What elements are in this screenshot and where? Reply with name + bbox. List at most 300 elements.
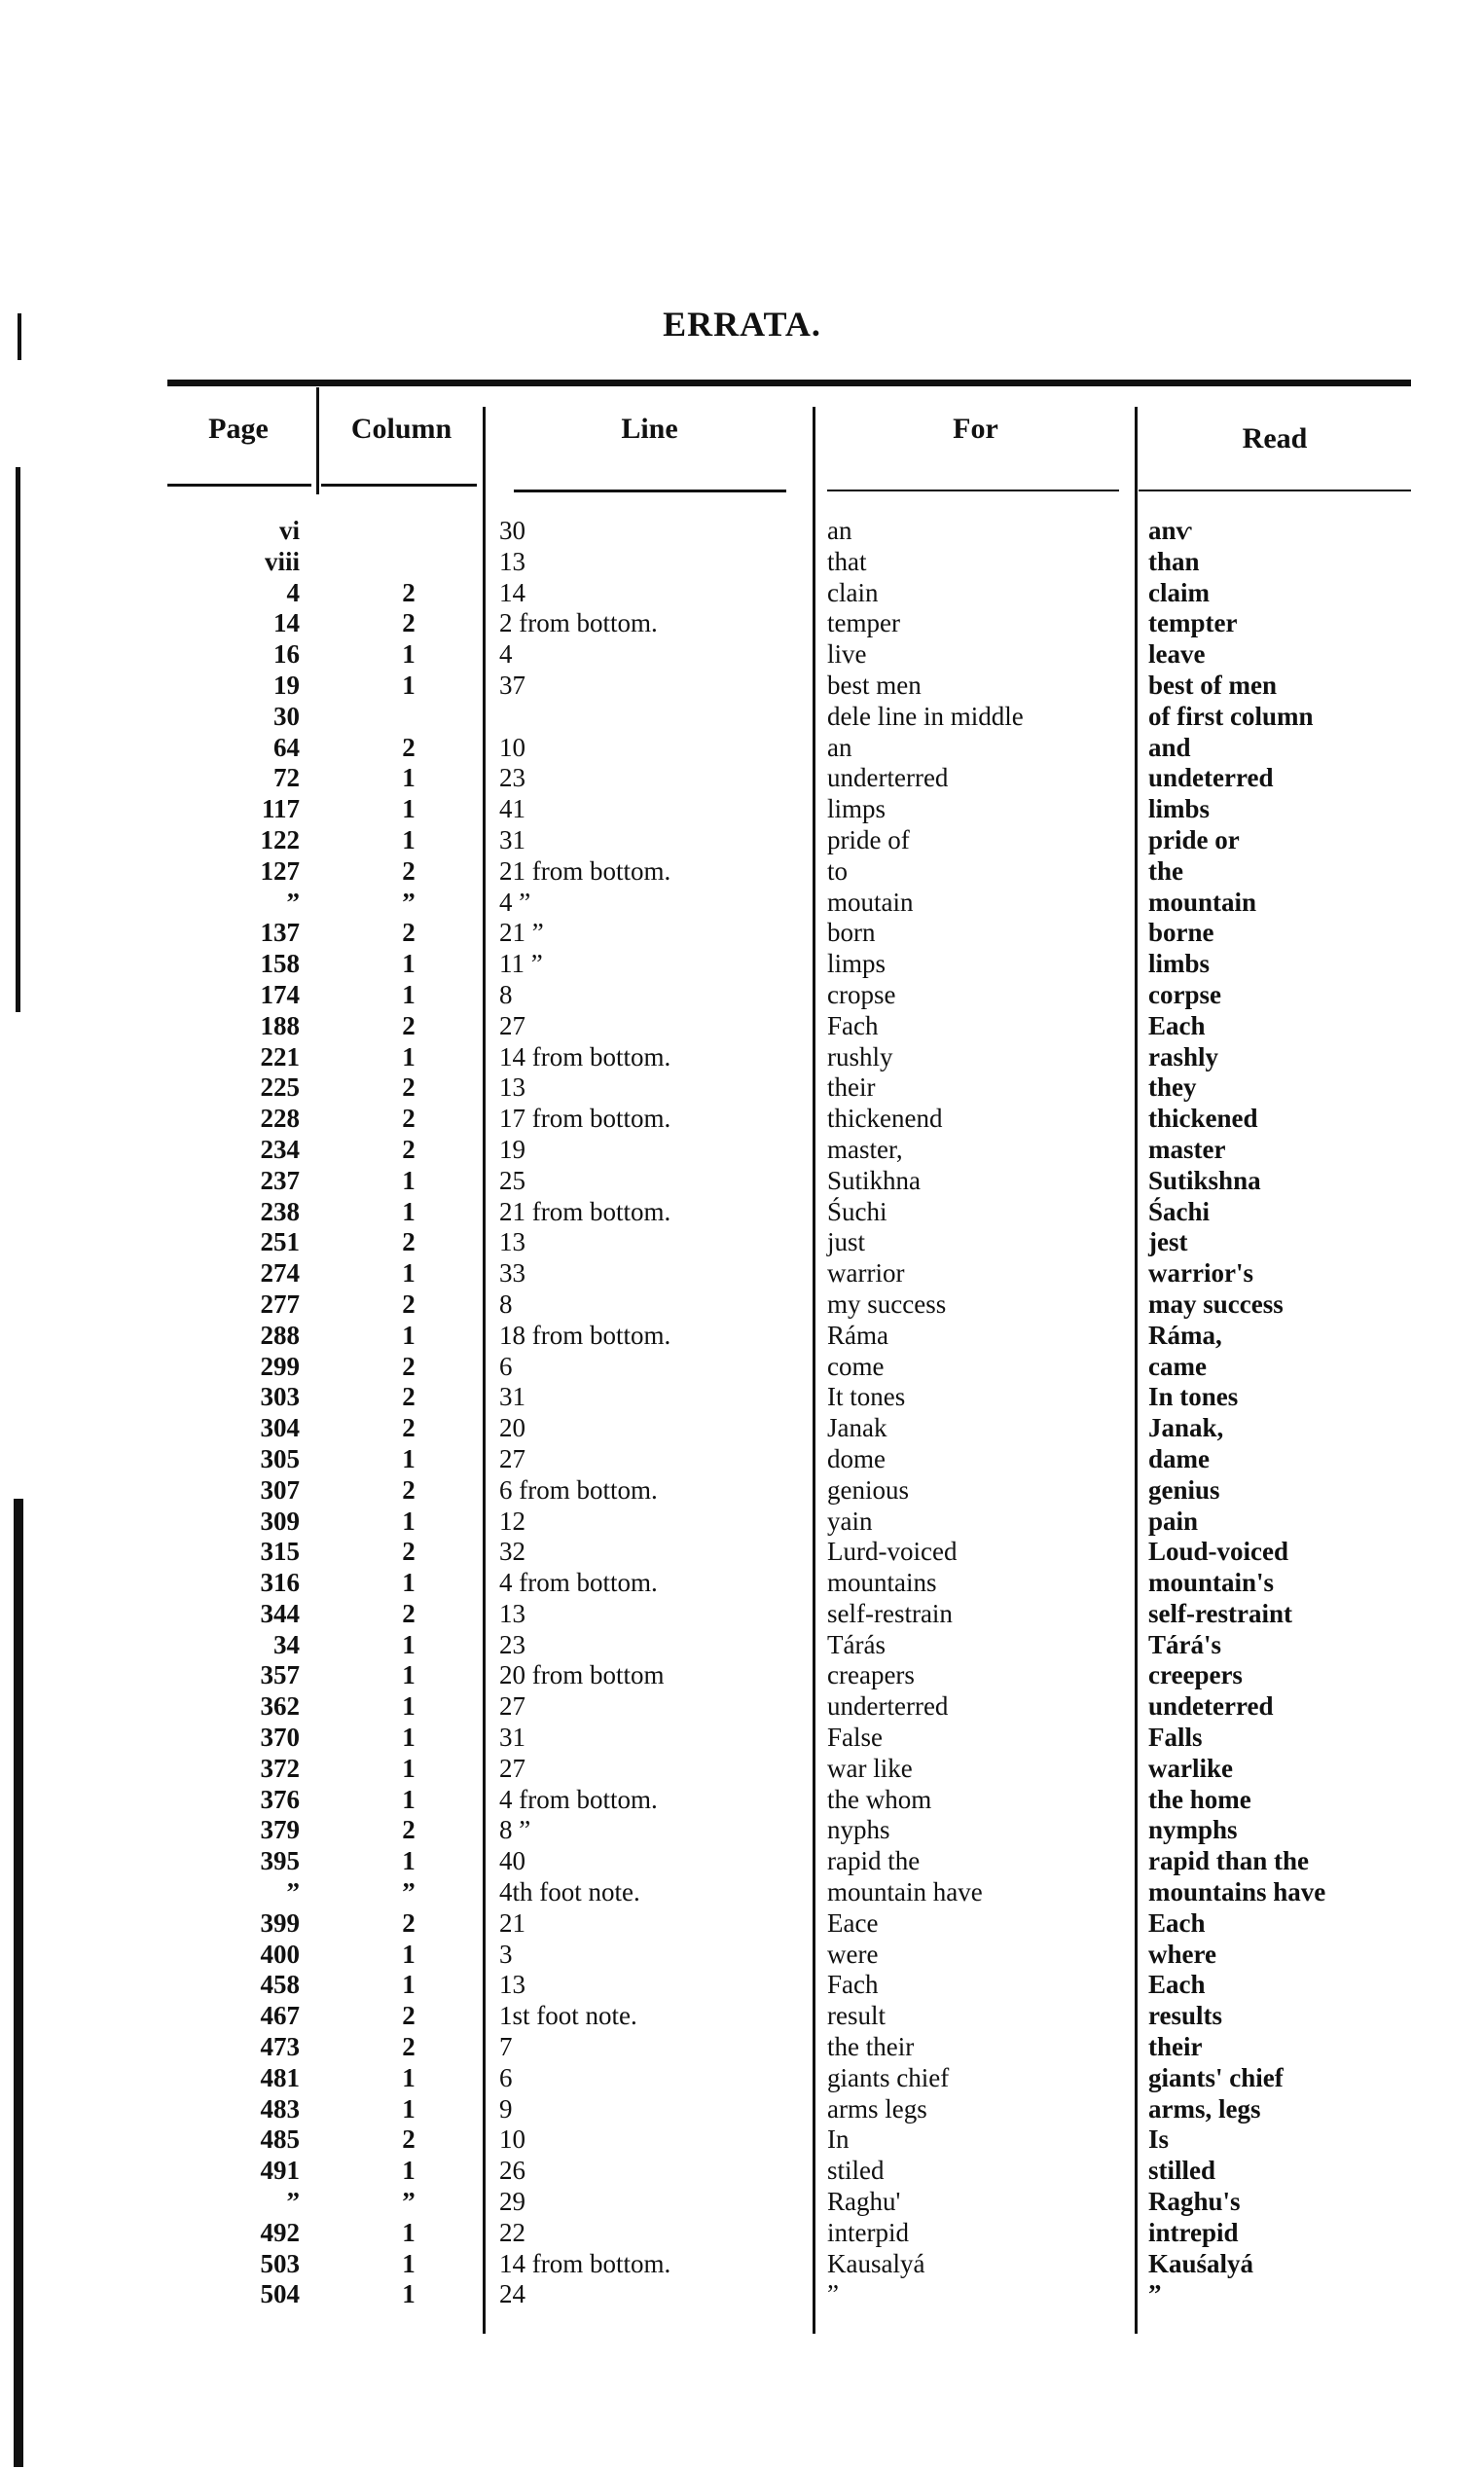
row-column: 1 [402,1784,416,1814]
errata-row [0,1568,1484,1599]
row-page: 127 [260,855,300,886]
row-page: 316 [260,1568,300,1598]
row-page: ” [286,1877,300,1907]
row-page: 315 [260,1537,300,1567]
row-read: thickened [1148,1104,1258,1134]
row-line: 31 [499,1723,525,1753]
row-page: 288 [260,1320,300,1350]
page-title: ERRATA. [663,305,821,344]
header-line: Line [621,413,678,445]
row-for: an [827,732,852,762]
row-for: temper [827,608,900,638]
row-read: their [1148,2032,1203,2062]
row-column: 2 [402,1134,416,1164]
row-read: limbs [1148,794,1211,824]
row-for: yain [827,1506,873,1536]
errata-row [0,1197,1484,1228]
row-column: ” [402,887,416,917]
errata-row [0,794,1484,825]
row-column: 1 [402,2093,416,2124]
errata-row [0,2249,1484,2280]
row-column: 1 [402,1258,416,1289]
row-page: 19 [273,670,300,700]
row-read: Each [1148,1010,1206,1040]
row-page: 309 [260,1506,300,1536]
row-page: vi [278,516,300,545]
row-page: 274 [260,1258,300,1289]
row-page: 467 [260,2001,300,2031]
row-line: 14 from bottom. [499,1041,671,1071]
row-for: Janak [827,1413,887,1443]
row-read: stilled [1148,2156,1216,2186]
row-line: 2 from bottom. [499,608,658,638]
row-for: to [827,855,849,886]
row-for: the whom [827,1784,932,1814]
row-page: 362 [260,1691,300,1722]
row-for: Kausalyá [827,2248,925,2278]
row-read: self-restraint [1148,1598,1292,1628]
row-column: 1 [402,1753,416,1783]
row-line: 4 from bottom. [499,1568,658,1598]
errata-row [0,2218,1484,2249]
row-page: ” [286,887,300,917]
row-column: 1 [402,670,416,700]
row-page: 305 [260,1443,300,1473]
row-page: 473 [260,2032,300,2062]
row-column: 1 [402,2279,416,2309]
row-read: mountain [1148,887,1257,917]
row-line: 27 [499,1691,525,1722]
errata-row [0,1723,1484,1754]
errata-row [0,639,1484,671]
row-line: 29 [499,2187,525,2217]
row-line: 31 [499,824,525,854]
row-for: arms legs [827,2093,927,2124]
row-column: 1 [402,1568,416,1598]
row-column: 1 [402,763,416,793]
row-for: Fach [827,1010,879,1040]
errata-row [0,2187,1484,2218]
row-for: dome [827,1443,886,1473]
row-column: 2 [402,1815,416,1845]
row-for: nyphs [827,1815,890,1845]
row-line: 10 [499,732,525,762]
row-column: 1 [402,1165,416,1195]
header-column: Column [350,413,452,445]
row-page: 158 [260,949,300,979]
row-for: Tárás [827,1629,886,1659]
row-page: 228 [260,1104,300,1134]
row-read: undeterred [1148,1691,1274,1722]
row-read: intrepid [1148,2217,1239,2247]
row-column: 2 [402,1010,416,1040]
row-page: 395 [260,1846,300,1876]
row-column: 2 [402,1072,416,1103]
errata-row [0,1660,1484,1691]
row-line: 21 from bottom. [499,1196,671,1226]
row-for: master, [827,1134,903,1164]
row-for: Eace [827,1907,879,1938]
row-page: 117 [261,794,300,824]
row-page: 225 [260,1072,300,1103]
row-line: 13 [499,1072,525,1103]
row-column: 2 [402,1598,416,1628]
row-page: 14 [273,608,300,638]
row-page: 307 [260,1474,300,1505]
row-column: 2 [402,1474,416,1505]
row-page: 399 [260,1907,300,1938]
errata-row [0,1352,1484,1383]
row-for: live [827,639,867,670]
row-page: ” [286,2187,300,2217]
row-column: 2 [402,732,416,762]
row-page: 379 [260,1815,300,1845]
row-line: 8 ” [499,1815,531,1845]
row-line: 30 [499,516,525,545]
row-read: the [1148,855,1183,886]
row-page: 376 [260,1784,300,1814]
row-for: limps [827,794,887,824]
row-column: 1 [402,824,416,854]
row-for: dele line in middle [827,701,1024,731]
row-read: In tones [1148,1382,1239,1412]
row-line: 23 [499,763,525,793]
row-column: 1 [402,949,416,979]
row-column: 2 [402,1537,416,1567]
errata-row [0,1754,1484,1785]
errata-row [0,1475,1484,1507]
errata-row [0,918,1484,949]
row-line: 20 from bottom [499,1660,665,1690]
header-rule [167,484,311,487]
row-line: 17 from bottom. [499,1104,671,1134]
header-page: Page [208,413,269,445]
row-column: ” [402,2187,416,2217]
errata-row [0,1785,1484,1816]
errata-row [0,1940,1484,1971]
row-line: 26 [499,2156,525,2186]
row-for: come [827,1351,885,1381]
row-for: my success [827,1289,947,1319]
row-read: Ráma, [1148,1320,1222,1350]
row-column: 1 [402,639,416,670]
header-for: For [953,413,998,445]
errata-table [0,516,1484,2310]
row-line: 21 from bottom. [499,855,671,886]
row-for: interpid [827,2217,909,2247]
row-column: 1 [402,1196,416,1226]
errata-row [0,980,1484,1011]
row-page: 483 [260,2093,300,2124]
row-page: 491 [260,2156,300,2186]
errata-row [0,1507,1484,1538]
row-for: warrior [827,1258,905,1289]
errata-row [0,1104,1484,1135]
row-read: Is [1148,2124,1170,2155]
row-column: 1 [402,1723,416,1753]
row-line: 21 ” [499,918,544,948]
row-for: born [827,918,876,948]
row-read: nymphs [1148,1815,1238,1845]
row-column: 1 [402,1970,416,2000]
row-for: It tones [827,1382,906,1412]
header-rule [827,490,1119,491]
row-for: Ráma [827,1320,888,1350]
row-line: 7 [499,2032,513,2062]
row-page: 458 [260,1970,300,2000]
row-for: clain [827,577,879,607]
row-line: 33 [499,1258,525,1289]
row-column: 2 [402,1907,416,1938]
row-read: than [1148,546,1200,576]
row-read: rashly [1148,1041,1219,1071]
row-read: mountain's [1148,1568,1275,1598]
row-page: 16 [273,639,300,670]
row-line: 13 [499,1227,525,1257]
row-for: stiled [827,2156,885,2186]
row-page: 72 [273,763,300,793]
row-for: False [827,1723,883,1753]
row-read: borne [1148,918,1214,948]
row-read: best of men [1148,670,1277,700]
row-for: rushly [827,1041,893,1071]
row-read: Each [1148,1907,1206,1938]
row-read: tempter [1148,608,1238,638]
row-page: 234 [260,1134,300,1164]
errata-row [0,1413,1484,1444]
row-read: Tárá's [1148,1629,1222,1659]
row-line: 14 from bottom. [499,2248,671,2278]
errata-row [0,2124,1484,2156]
row-column: 1 [402,1506,416,1536]
row-page: 277 [260,1289,300,1319]
row-column: 1 [402,1660,416,1690]
row-line: 13 [499,1598,525,1628]
row-read: may success [1148,1289,1284,1319]
errata-row [0,1227,1484,1258]
row-page: 4 [286,577,300,607]
row-page: 481 [260,2062,300,2092]
row-for: their [827,1072,876,1103]
row-line: 4 ” [499,887,531,917]
row-column: 1 [402,2248,416,2278]
errata-row [0,733,1484,764]
row-read: Kauśalyá [1148,2248,1254,2278]
row-read: creepers [1148,1660,1243,1690]
row-line: 8 [499,1289,513,1319]
row-for: Raghu' [827,2187,901,2217]
row-column: 2 [402,2124,416,2155]
row-for: best men [827,670,922,700]
row-line: 4 from bottom. [499,1784,658,1814]
row-page: 238 [260,1196,300,1226]
row-for: war like [827,1753,913,1783]
errata-row [0,1011,1484,1042]
row-column: 2 [402,2001,416,2031]
row-read: arms, legs [1148,2093,1261,2124]
row-column: 1 [402,1443,416,1473]
row-read: and [1148,732,1191,762]
row-page: 299 [260,1351,300,1381]
row-line: 1st foot note. [499,2001,637,2031]
row-page: 400 [260,1939,300,1969]
row-line: 20 [499,1413,525,1443]
row-for: limps [827,949,887,979]
row-column: 2 [402,855,416,886]
row-read: anѵ [1148,516,1192,545]
row-line: 4 [499,639,513,670]
row-line: 25 [499,1165,525,1195]
row-read: giants' chief [1148,2062,1284,2092]
row-for: Śuchi [827,1196,887,1226]
errata-row [0,2279,1484,2310]
row-read: Each [1148,1970,1206,2000]
row-read: of first column [1148,701,1314,731]
row-column: 2 [402,1351,416,1381]
row-for: moutain [827,887,914,917]
header-rule [1139,490,1411,491]
row-read: Sutikshna [1148,1165,1261,1195]
row-column: 1 [402,1629,416,1659]
errata-row [0,1382,1484,1413]
row-line: 12 [499,1506,525,1536]
row-for: cropse [827,979,896,1009]
row-read: Falls [1148,1723,1203,1753]
row-line: 3 [499,1939,513,1969]
row-for: just [827,1227,866,1257]
row-page: 137 [260,918,300,948]
row-for: Sutikhna [827,1165,922,1195]
errata-row [0,763,1484,794]
row-line: 41 [499,794,525,824]
row-for: genious [827,1474,909,1505]
row-line: 27 [499,1443,525,1473]
row-read: claim [1148,577,1210,607]
errata-row [0,1908,1484,1940]
row-for: creapers [827,1660,915,1690]
row-column: 1 [402,1320,416,1350]
row-for: In [827,2124,850,2155]
row-line: 18 from bottom. [499,1320,671,1350]
header-rule [514,490,786,492]
errata-row [0,1444,1484,1475]
errata-row [0,1815,1484,1846]
row-for: result [827,2001,886,2031]
row-column: ” [402,1877,416,1907]
table-top-rule [167,380,1411,386]
row-for: Fach [827,1970,879,2000]
row-line: 22 [499,2217,525,2247]
row-line: 19 [499,1134,525,1164]
errata-row [0,1289,1484,1321]
errata-row [0,578,1484,609]
row-read: warlike [1148,1753,1233,1783]
row-column: 2 [402,918,416,948]
row-read: the home [1148,1784,1251,1814]
errata-row [0,2032,1484,2063]
row-line: 27 [499,1010,525,1040]
row-page: 344 [260,1598,300,1628]
row-for: Lurd-voiced [827,1537,958,1567]
row-read: Raghu's [1148,2187,1241,2217]
row-for: underterred [827,763,949,793]
errata-row [0,1258,1484,1289]
row-page: 174 [260,979,300,1009]
row-page: 357 [260,1660,300,1690]
errata-row [0,2001,1484,2032]
row-read: rapid than the [1148,1846,1310,1876]
errata-row [0,1166,1484,1197]
row-read: mountains have [1148,1877,1326,1907]
row-line: 10 [499,2124,525,2155]
errata-row [0,516,1484,547]
column-separator [316,387,319,494]
row-for: the their [827,2032,915,2062]
row-page: 503 [260,2248,300,2278]
row-column: 2 [402,1382,416,1412]
row-read: undeterred [1148,763,1274,793]
row-for: ” [827,2279,839,2309]
row-page: 221 [260,1041,300,1071]
errata-row [0,671,1484,702]
row-column: 2 [402,1413,416,1443]
errata-row [0,2156,1484,2187]
row-page: 34 [273,1629,300,1659]
row-read: they [1148,1072,1197,1103]
row-for: underterred [827,1691,949,1722]
errata-row [0,547,1484,578]
row-read: ” [1148,2279,1162,2309]
errata-row [0,856,1484,888]
row-column: 2 [402,577,416,607]
row-for: giants chief [827,2062,950,2092]
row-page: 372 [260,1753,300,1783]
row-read: warrior's [1148,1258,1253,1289]
row-for: pride of [827,824,910,854]
errata-row [0,1042,1484,1073]
row-line: 11 ” [499,949,543,979]
row-read: pain [1148,1506,1199,1536]
row-for: mountains [827,1568,937,1598]
row-read: results [1148,2001,1223,2031]
row-column: 2 [402,1227,416,1257]
row-read: pride or [1148,824,1240,854]
row-column: 1 [402,1939,416,1969]
errata-row [0,1877,1484,1908]
row-column: 1 [402,2217,416,2247]
row-read: Janak, [1148,1413,1224,1443]
row-column: 1 [402,1691,416,1722]
row-line: 6 [499,1351,513,1381]
row-read: Loud-voiced [1148,1537,1289,1567]
row-line: 21 [499,1907,525,1938]
row-for: were [827,1939,879,1969]
row-read: limbs [1148,949,1211,979]
row-column: 1 [402,2156,416,2186]
row-line: 24 [499,2279,525,2309]
errata-row [0,1630,1484,1661]
row-read: Śachi [1148,1196,1211,1226]
row-column: 2 [402,608,416,638]
row-column: 1 [402,979,416,1009]
row-for: rapid the [827,1846,921,1876]
row-page: 122 [260,824,300,854]
row-line: 6 [499,2062,513,2092]
row-page: 304 [260,1413,300,1443]
row-page: 30 [273,701,300,731]
row-for: an [827,516,852,545]
row-line: 8 [499,979,513,1009]
